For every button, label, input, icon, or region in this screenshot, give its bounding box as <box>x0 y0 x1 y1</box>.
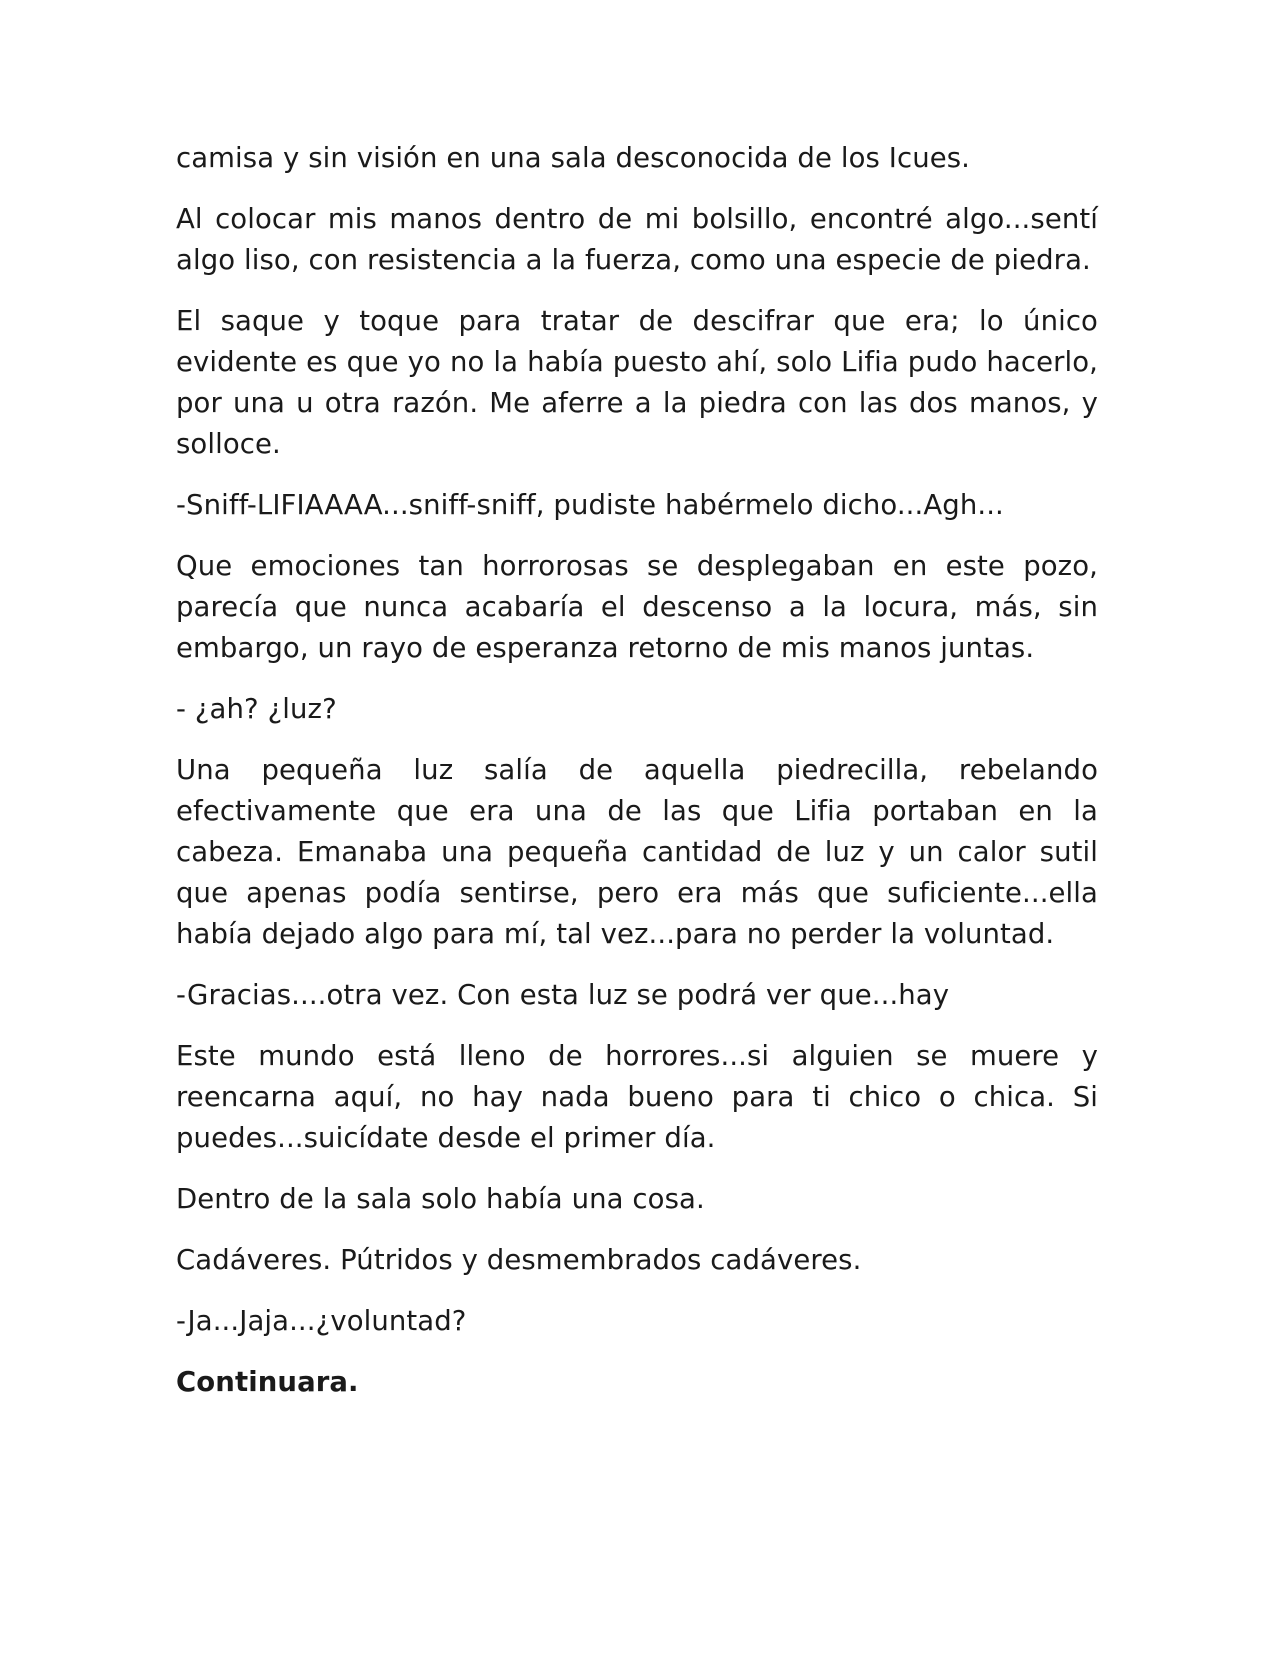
paragraph-5: Que emociones tan horrorosas se desplegaban en este pozo, parecía que nunca acabaría el descenso a la locura, más, sin embargo, un rayo de esperanza retorno de mis manos juntas. <box>176 550 1098 664</box>
document-page <box>176 138 1098 1423</box>
paragraph-9: Este mundo está lleno de horrores...si alguien se muere y reencarna aquí, no hay nada bueno para ti chico o chica. Si puedes...suicídate desde el primer día. <box>176 1040 1098 1154</box>
paragraph-1: camisa y sin visión en una sala desconocida de los Icues. <box>176 142 971 174</box>
paragraph-3: El saque y toque para tratar de descifrar que era; lo único evidente es que yo no la había puesto ahí, solo Lifia pudo hacerlo, por una u otra razón. Me aferre a la piedra con las dos manos, y solloce. <box>176 305 1098 460</box>
paragraph-10: Dentro de la sala solo había una cosa. <box>176 1183 705 1215</box>
paragraph-4: -Sniff-LIFIAAAA...sniff-sniff, pudiste habérmelo dicho...Agh... <box>176 489 1004 521</box>
closing-line: Continuara. <box>176 1366 359 1398</box>
paragraph-11: Cadáveres. Pútridos y desmembrados cadáveres. <box>176 1244 862 1276</box>
paragraph-6: - ¿ah? ¿luz? <box>176 693 337 725</box>
paragraph-7: Una pequeña luz salía de aquella piedrecilla, rebelando efectivamente que era una de las que Lifia portaban en la cabeza. Emanaba una pequeña cantidad de luz y un calor sutil que apenas podía sentirse, pero era más que suficiente...ella había dejado algo para mí, tal vez...para no perder la voluntad. <box>176 754 1098 950</box>
paragraph-8: -Gracias....otra vez. Con esta luz se podrá ver que...hay <box>176 979 950 1011</box>
paragraph-2: Al colocar mis manos dentro de mi bolsillo, encontré algo...sentí algo liso, con resistencia a la fuerza, como una especie de piedra. <box>176 203 1098 276</box>
paragraph-12: -Ja...Jaja...¿voluntad? <box>176 1305 467 1337</box>
